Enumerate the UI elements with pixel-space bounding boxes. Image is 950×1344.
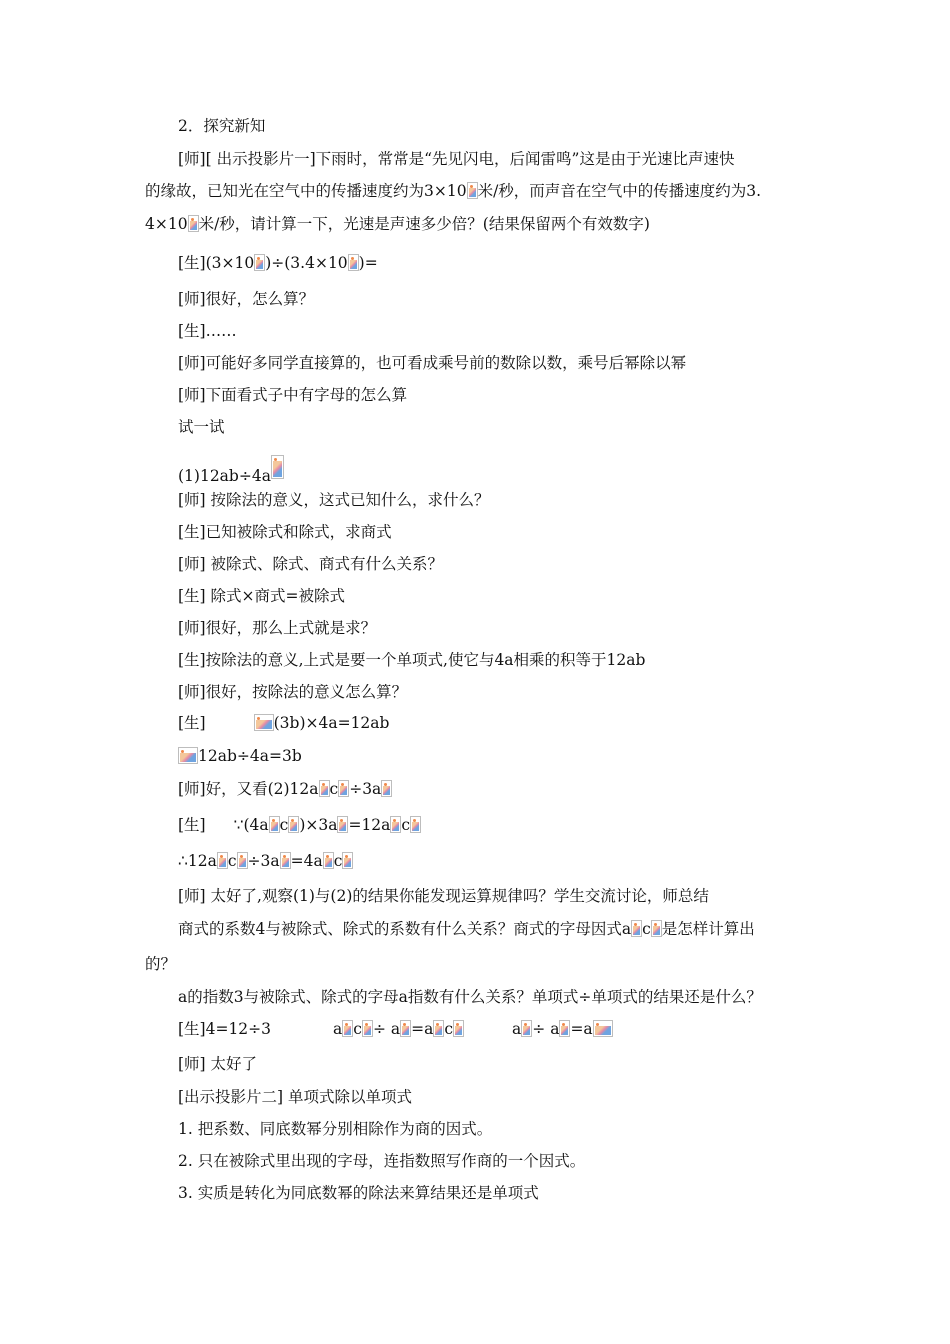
dialogue-line: [师] 太好了: [178, 1055, 258, 1073]
dialogue-line: [生](3×10 )÷(3.4×10 )=: [178, 254, 378, 272]
dialogue-line: [师]下面看式子中有字母的怎么算: [178, 386, 408, 404]
formula-image-icon: [319, 780, 330, 797]
dialogue-line: [师]可能好多同学直接算的，也可看成乘号前的数除以数，乘号后幂除以幂: [178, 354, 687, 372]
rule-item: 3. 实质是转化为同底数幂的除法来算结果还是单项式: [178, 1184, 539, 1202]
dialogue-line: [师] 按除法的意义，这式已知什么，求什么？: [178, 491, 490, 509]
dialogue-line: [师] 被除式、除式、商式有什么关系？: [178, 555, 444, 573]
formula-image-icon: [467, 182, 478, 199]
dialogue-line: [生] ∵(4a c )×3a =12a c: [178, 815, 421, 835]
dialogue-line: [生]……: [178, 322, 237, 340]
section-heading: 2．探究新知: [178, 117, 266, 135]
formula-image-icon: [338, 780, 349, 797]
formula-image-icon: [410, 816, 421, 833]
formula-image-icon: [651, 920, 662, 937]
formula-image-icon: [178, 747, 198, 764]
formula-image-icon: [237, 852, 248, 869]
formula-image-icon: [269, 816, 280, 833]
formula-image-icon: [337, 816, 348, 833]
subheading: 试一试: [178, 418, 225, 436]
dialogue-line: [生] (3b)×4a=12ab: [178, 714, 390, 732]
dialogue-line: [生]已知被除式和除式，求商式: [178, 523, 392, 541]
exercise-line: (1)12ab÷4a: [178, 455, 284, 475]
paragraph-line: 商式的系数4与被除式、除式的系数有什么关系？商式的字母因式a c 是怎样计算出: [178, 920, 755, 938]
paragraph-line: 的缘故，已知光在空气中的传播速度约为3×10 米/秒，而声音在空气中的传播速度约为3.: [145, 182, 762, 200]
formula-image-icon: [400, 1020, 411, 1037]
paragraph-line: 的？: [145, 955, 177, 973]
formula-image-icon: [381, 780, 392, 797]
dialogue-line: [生]按除法的意义,上式是要一个单项式,使它与4a相乘的积等于12ab: [178, 651, 646, 669]
dialogue-line: [师]很好，那么上式就是求？: [178, 619, 377, 637]
formula-image-icon: [288, 816, 299, 833]
equation-line: 12ab÷4a=3b: [178, 746, 302, 766]
formula-image-icon: [254, 714, 274, 731]
dialogue-line: [师]好，又看(2)12a c ÷3a: [178, 779, 392, 799]
formula-image-icon: [323, 852, 334, 869]
paragraph-line: a的指数3与被除式、除式的字母a指数有什么关系？单项式÷单项式的结果还是什么？: [178, 988, 762, 1006]
paragraph-line: [师][ 出示投影片一]下雨时，常常是“先见闪电，后闻雷鸣”这是由于光速比声速快: [178, 150, 735, 168]
formula-image-icon: [271, 455, 284, 479]
formula-image-icon: [390, 816, 401, 833]
formula-image-icon: [348, 254, 359, 271]
formula-image-icon: [217, 852, 228, 869]
formula-image-icon: [433, 1020, 444, 1037]
dialogue-line: [师]很好，按除法的意义怎么算？: [178, 683, 408, 701]
formula-image-icon: [362, 1020, 373, 1037]
formula-image-icon: [453, 1020, 464, 1037]
formula-image-icon: [342, 1020, 353, 1037]
rule-item: 1. 把系数、同底数幂分别相除作为商的因式。: [178, 1120, 493, 1138]
formula-image-icon: [254, 254, 265, 271]
formula-image-icon: [559, 1020, 570, 1037]
dialogue-line: [师]很好，怎么算？: [178, 290, 315, 308]
formula-image-icon: [593, 1020, 613, 1037]
dialogue-line: [师] 太好了,观察(1)与(2)的结果你能发现运算规律吗？学生交流讨论，师总结: [178, 887, 709, 905]
formula-image-icon: [280, 852, 291, 869]
dialogue-line: [生]4=12÷3 a c ÷ a =a c a ÷ a =a: [178, 1019, 613, 1039]
formula-image-icon: [188, 215, 199, 232]
formula-image-icon: [342, 852, 353, 869]
dialogue-line: [生] 除式×商式=被除式: [178, 587, 345, 605]
slide-heading: [出示投影片二] 单项式除以单项式: [178, 1088, 413, 1106]
formula-image-icon: [521, 1020, 532, 1037]
rule-item: 2. 只在被除式里出现的字母，连指数照写作商的一个因式。: [178, 1152, 586, 1170]
formula-image-icon: [631, 920, 642, 937]
equation-line: ∴12a c ÷3a =4a c: [178, 851, 353, 871]
paragraph-line: 4×10 米/秒，请计算一下，光速是声速多少倍？(结果保留两个有效数字): [145, 215, 650, 233]
